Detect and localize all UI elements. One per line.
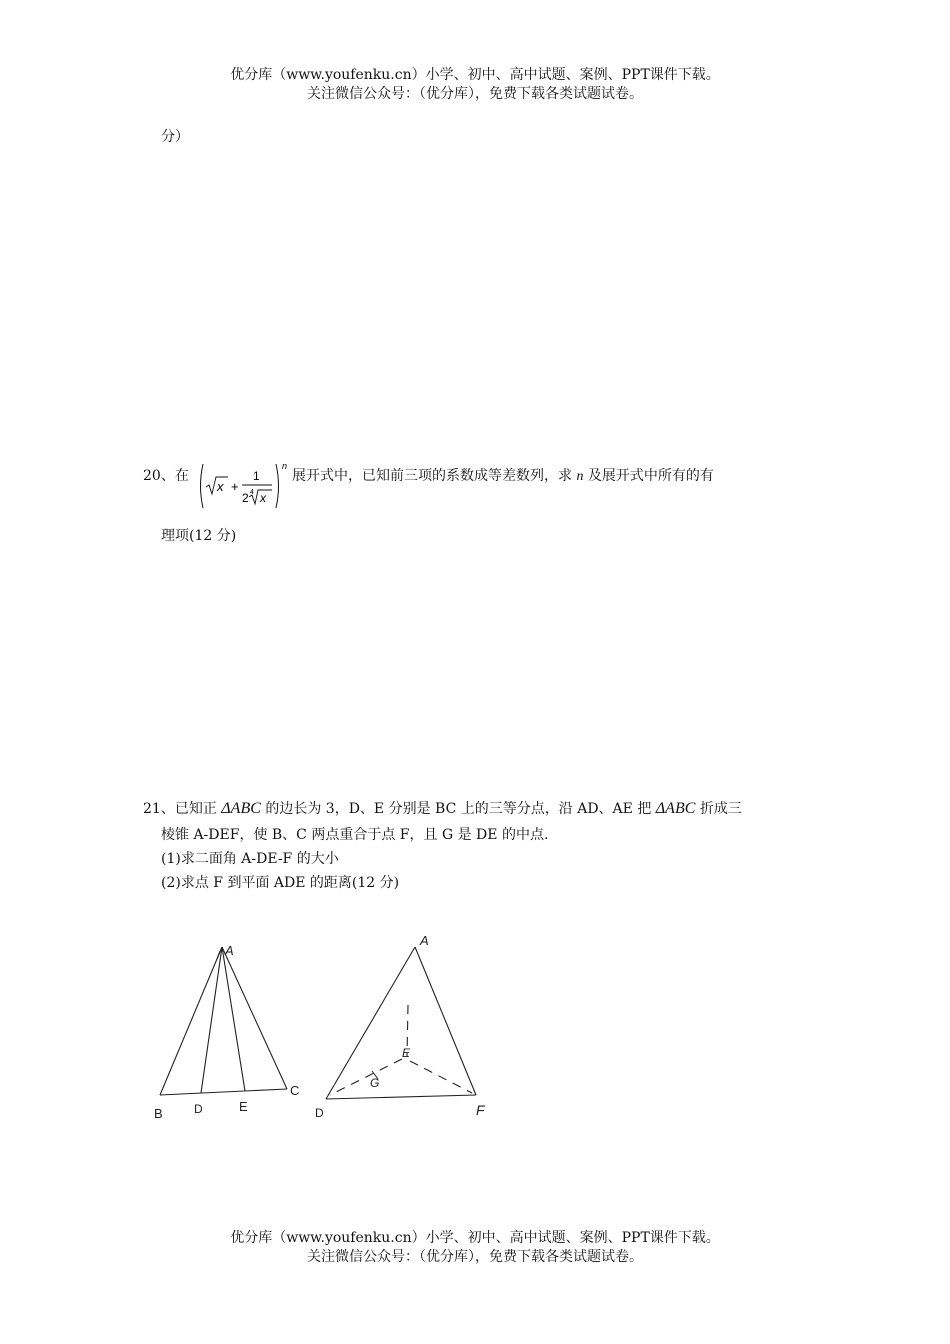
edge-ac: [222, 947, 287, 1089]
root-index: 4: [250, 489, 254, 496]
edge-ab: [160, 947, 222, 1095]
q21-part-1: 21、已知正: [143, 801, 217, 817]
q21-triangle-1: ΔABC: [221, 800, 261, 817]
segment-ad: [201, 947, 222, 1093]
page-footer: [0, 1229, 950, 1267]
edge-af: [415, 947, 476, 1095]
left-paren: [201, 464, 204, 508]
segment-ae: [222, 947, 245, 1091]
q20-line-2: 理项(12 分): [161, 528, 237, 544]
label-b: B: [154, 1106, 163, 1121]
q20-text-end: 及展开式中所有的有: [587, 468, 714, 484]
label-f: F: [476, 1102, 485, 1118]
header-line-2: 关注微信公众号：（优分库），免费下载各类试题试卷。: [307, 86, 643, 102]
header-line-1: 优分库（www.youfenku.cn）小学、初中、高中试题、案例、PPT课件下载。: [230, 67, 720, 83]
q20-text-after: 展开式中，已知前三项的系数成等差数列，求: [292, 468, 572, 484]
footer-line-1: 优分库（www.youfenku.cn）小学、初中、高中试题、案例、PPT课件下载。: [230, 1230, 720, 1246]
label-c: C: [290, 1083, 300, 1098]
q21-line-2: 棱锥 A-DEF，使 B、C 两点重合于点 F，且 G 是 DE 的中点.: [161, 827, 549, 843]
label-a: A: [420, 933, 429, 948]
q21-subquestion-1: (1)求二面角 A-DE-F 的大小: [161, 851, 339, 867]
label-d: D: [315, 1106, 324, 1120]
label-a: A: [225, 943, 234, 958]
figure-triangle-abc: [145, 935, 315, 1125]
q21-part-2: 的边长为 3，D、E 分别是 BC 上的三等分点，沿 AD、AE 把: [265, 801, 652, 817]
q20-statement: [292, 465, 714, 488]
page-header: [0, 66, 950, 104]
q20-number: 20、在: [143, 468, 189, 484]
q21-triangle-2: ΔABC: [655, 800, 696, 817]
hidden-edge-ef: [410, 1061, 472, 1093]
footer-line-2: 关注微信公众号：（优分库），免费下载各类试题试卷。: [307, 1249, 643, 1265]
label-e: E: [239, 1099, 248, 1114]
label-d: D: [194, 1102, 203, 1116]
exponent: n: [282, 461, 288, 471]
right-paren: [276, 464, 279, 508]
label-g: G: [370, 1076, 380, 1090]
fraction-numerator: 1: [253, 469, 260, 483]
apex-stroke: [217, 951, 220, 959]
edge-bc: [160, 1089, 287, 1095]
previous-question-continuation: 分）: [161, 129, 189, 145]
denominator-coefficient: 2: [242, 491, 249, 505]
edge-df: [326, 1095, 476, 1099]
q21-part-3: 折成三: [699, 801, 742, 817]
root-var: x: [260, 491, 266, 505]
hidden-edge-de: [330, 1059, 402, 1095]
q21-line-1: [143, 798, 742, 820]
plus-sign: +: [231, 479, 239, 494]
label-e: E: [402, 1046, 411, 1060]
q20-var-n: n: [576, 469, 584, 484]
q21-subquestion-2: (2)求点 F 到平面 ADE 的距离(12 分): [161, 875, 400, 891]
q20-binomial-expression: [198, 460, 288, 512]
figure-tetrahedron-adef: [310, 925, 500, 1125]
sqrt-var: x: [217, 479, 224, 494]
